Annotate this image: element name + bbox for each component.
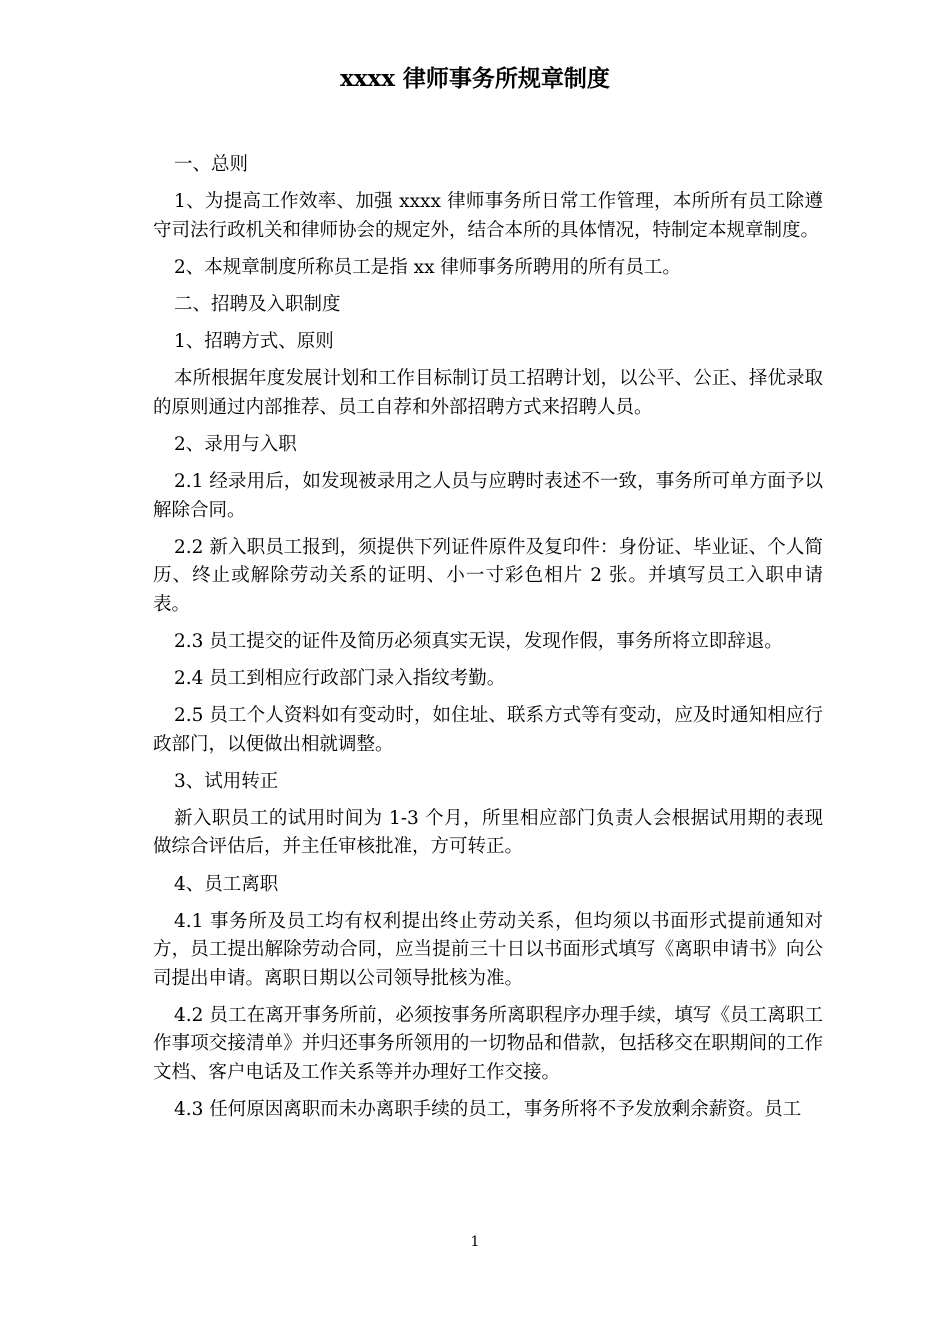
document-title: xxxx 律师事务所规章制度	[340, 65, 610, 92]
paragraph: 2.2 新入职员工报到，须提供下列证件原件及复印件：身份证、毕业证、个人简历、终止或解除劳动关系的证明、小一寸彩色相片 2 张。并填写员工入职申请表。	[153, 536, 823, 615]
paragraph: 4.1 事务所及员工均有权利提出终止劳动关系，但均须以书面形式提前通知对方，员工提出解除劳动合同，应当提前三十日以书面形式填写《离职申请书》向公司提出申请。离职日期以公司领导批核为准。	[153, 910, 823, 989]
subheading: 3、试用转正	[174, 770, 279, 792]
paragraph: 4.3 任何原因离职而未办离职手续的员工，事务所将不予发放剩余薪资。员工	[174, 1098, 802, 1120]
subheading: 1、招聘方式、原则	[174, 331, 334, 353]
subheading: 2、录用与入职	[174, 434, 297, 456]
paragraph: 2.3 员工提交的证件及简历必须真实无误，发现作假，事务所将立即辞退。	[174, 630, 783, 652]
page-number: 1	[470, 1234, 480, 1250]
paragraph: 本所根据年度发展计划和工作目标制订员工招聘计划，以公平、公正、择优录取的原则通过内部推荐、员工自荐和外部招聘方式来招聘人员。	[153, 368, 823, 418]
paragraph: 4.2 员工在离开事务所前，必须按事务所离职程序办理手续，填写《员工离职工作事项交接清单》并归还事务所领用的一切物品和借款，包括移交在职期间的工作文档、客户电话及工作关系等并办理好工作交接。	[153, 1004, 823, 1083]
paragraph: 新入职员工的试用时间为 1-3 个月，所里相应部门负责人会根据试用期的表现做综合评估后，并主任审核批准，方可转正。	[153, 808, 823, 858]
paragraph: 2、本规章制度所称员工是指 xx 律师事务所聘用的所有员工。	[174, 256, 681, 278]
paragraph: 2.1 经录用后，如发现被录用之人员与应聘时表述不一致，事务所可单方面予以解除合同。	[153, 471, 823, 521]
subheading: 4、员工离职	[174, 873, 279, 895]
section-heading-general: 一、总则	[174, 154, 249, 175]
paragraph: 1、为提高工作效率、加强 xxxx 律师事务所日常工作管理，本所所有员工除遵守司法行政机关和律师协会的规定外，结合本所的具体情况，特制定本规章制度。	[153, 191, 823, 241]
paragraph: 2.4 员工到相应行政部门录入指纹考勤。	[174, 668, 506, 690]
document-body	[153, 151, 823, 1133]
section-heading-recruitment: 二、招聘及入职制度	[174, 294, 341, 316]
paragraph: 2.5 员工个人资料如有变动时，如住址、联系方式等有变动，应及时通知相应行政部门，以便做出相就调整。	[153, 705, 823, 755]
